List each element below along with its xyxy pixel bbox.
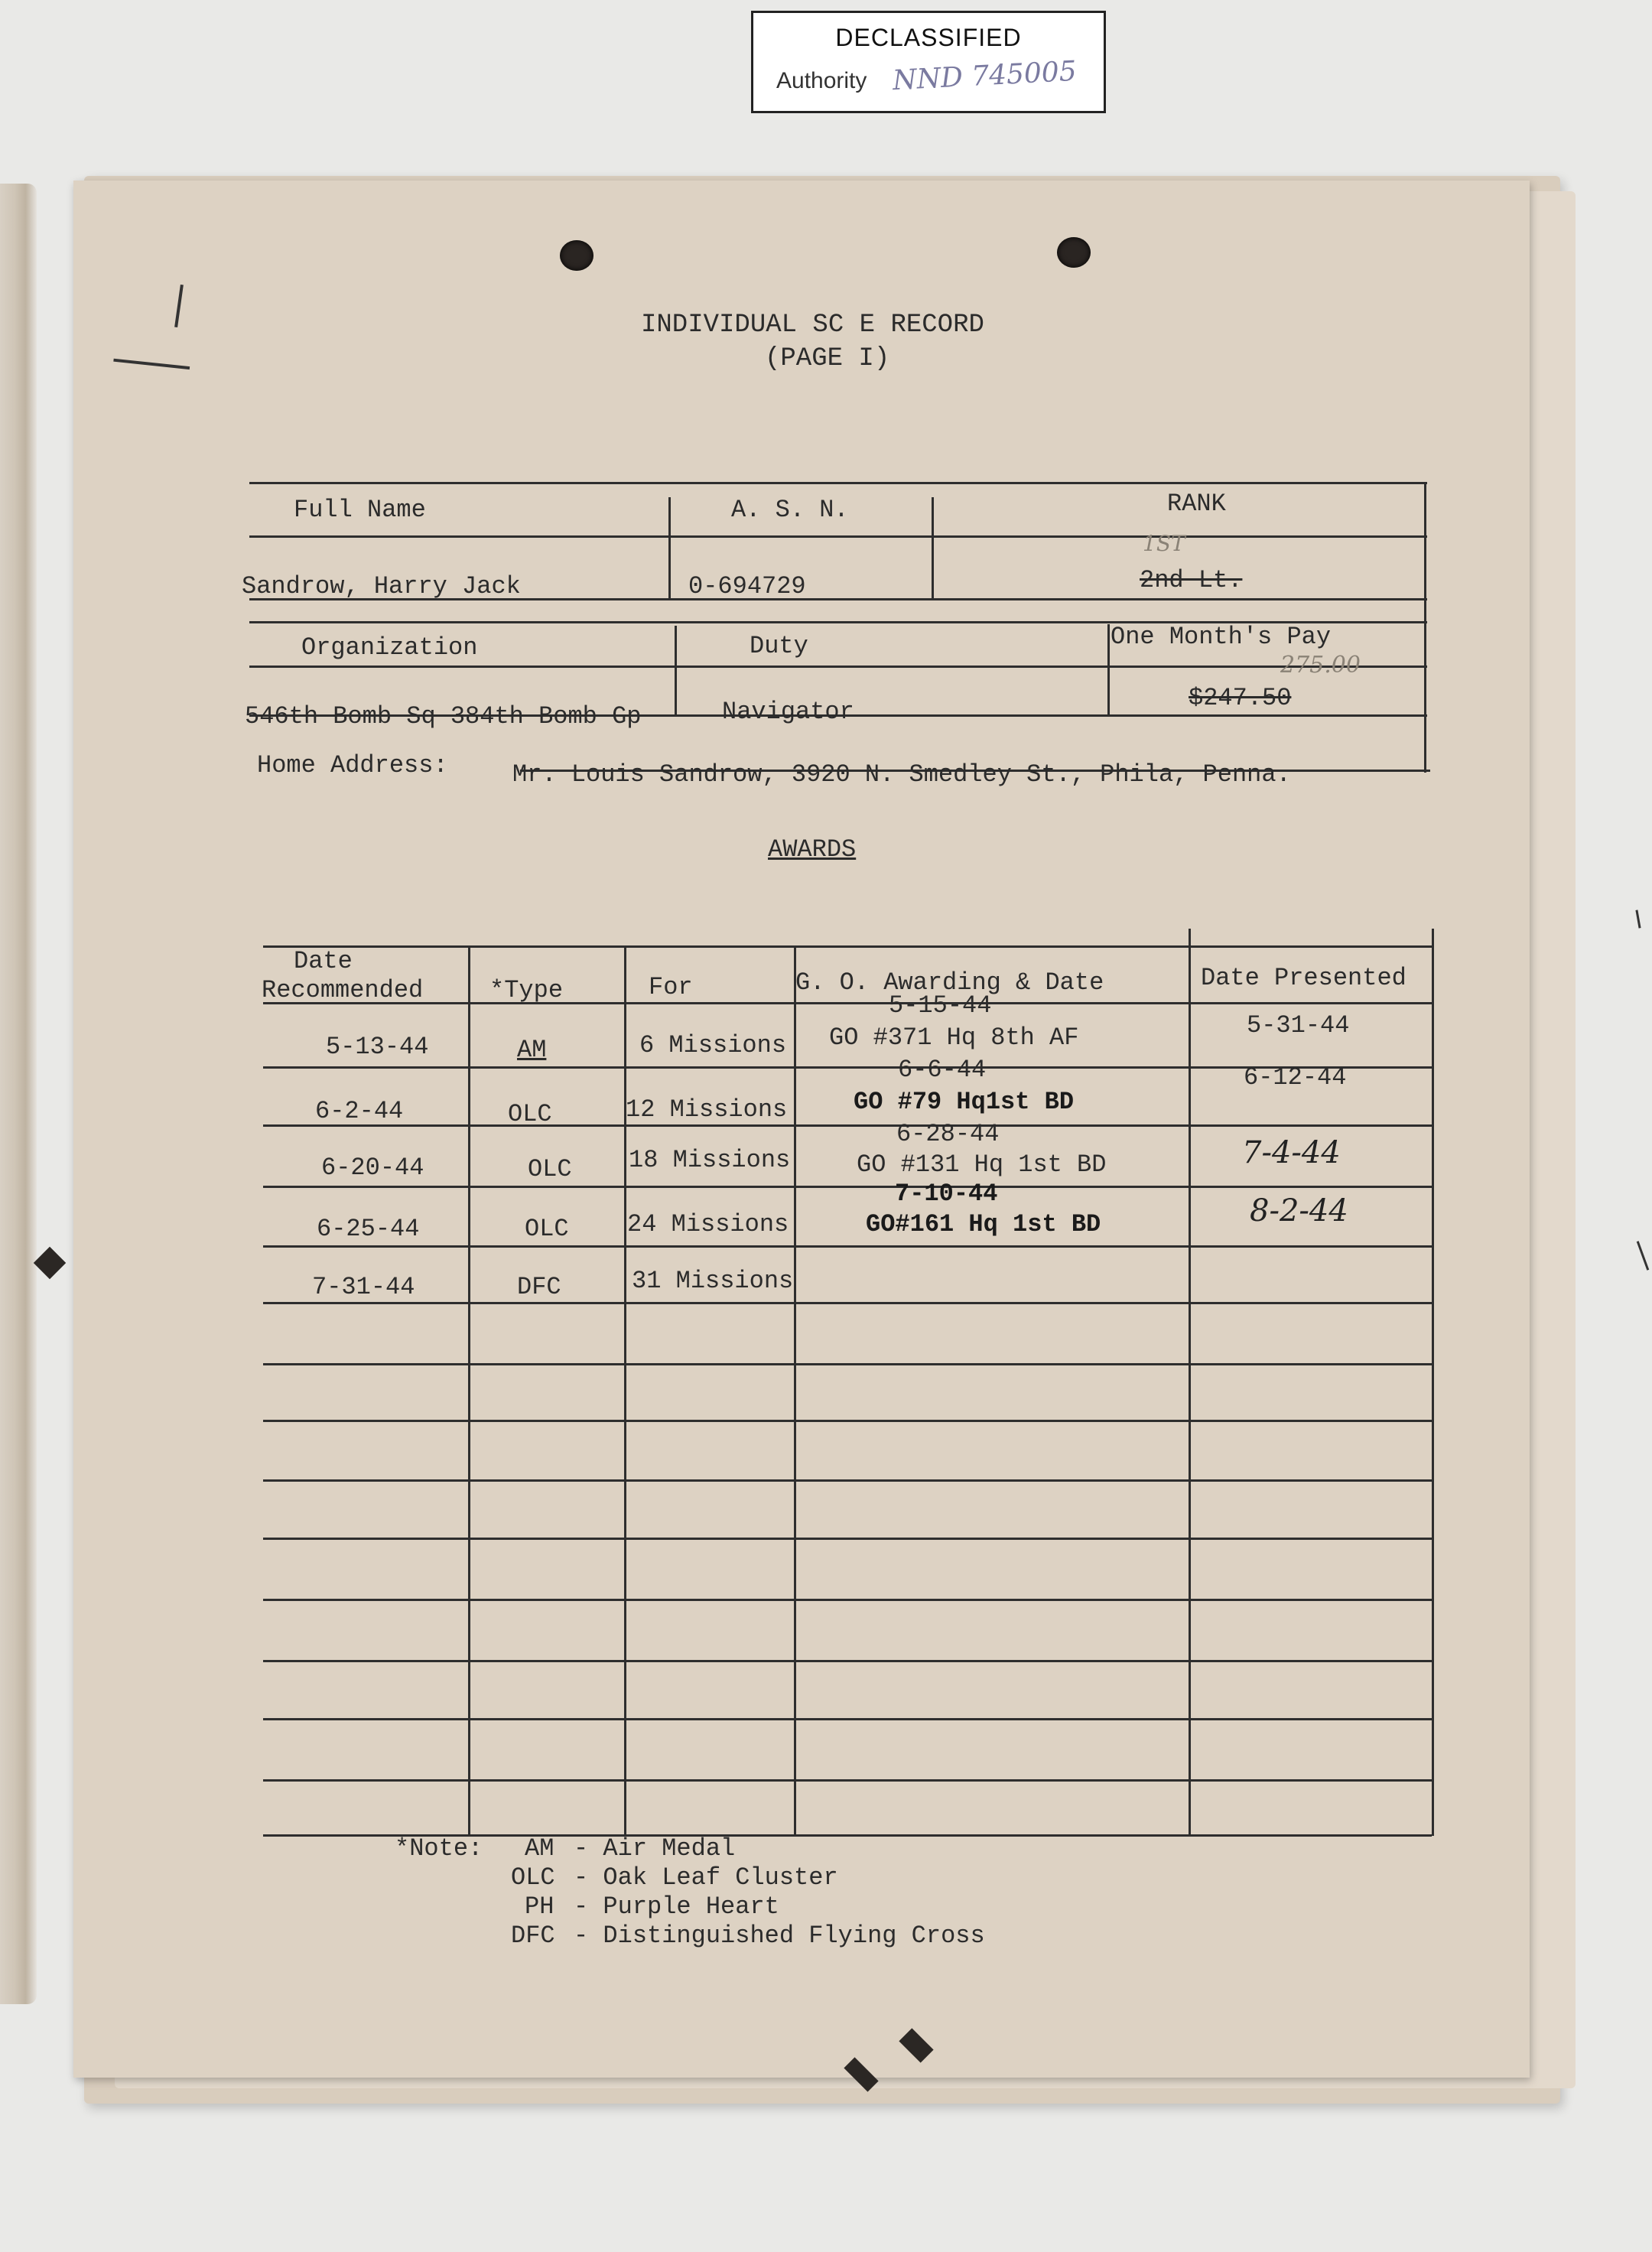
row-date-recommended: 6-20-44 bbox=[321, 1154, 424, 1182]
full-name-label: Full Name bbox=[294, 496, 426, 524]
punch-hole-left bbox=[560, 240, 593, 271]
row-type: OLC bbox=[525, 1215, 569, 1243]
row-date-recommended: 6-2-44 bbox=[315, 1097, 404, 1125]
note-code-olc: OLC bbox=[511, 1863, 555, 1892]
awards-row-rule bbox=[263, 1660, 1432, 1662]
pay-label: One Month's Pay bbox=[1111, 623, 1332, 651]
row-go-date: 7-10-44 bbox=[895, 1180, 998, 1208]
document-title: INDIVIDUAL SC E RECORD bbox=[641, 311, 984, 340]
note-code-dfc: DFC bbox=[511, 1922, 555, 1950]
row-date-presented: 8-2-44 bbox=[1250, 1193, 1348, 1229]
asn-value: 0-694729 bbox=[688, 572, 806, 600]
stamp-authority-label: Authority bbox=[776, 68, 867, 93]
row-type: AM bbox=[517, 1036, 547, 1064]
awards-row-rule bbox=[263, 1245, 1432, 1248]
awards-column-rule bbox=[624, 945, 626, 1836]
header-divider-1 bbox=[668, 497, 671, 600]
organization-value: 546th Bomb Sq 384th Bomb Gp bbox=[245, 702, 642, 731]
punch-hole-right bbox=[1057, 237, 1091, 268]
awards-row-rule bbox=[263, 945, 1432, 948]
declassified-stamp bbox=[751, 11, 1106, 113]
note-desc-ph: - Purple Heart bbox=[574, 1892, 779, 1921]
row-go: GO#161 Hq 1st BD bbox=[866, 1210, 1101, 1238]
awards-row-rule bbox=[263, 1479, 1432, 1482]
note-code-ph: PH bbox=[525, 1892, 554, 1921]
row-date-recommended: 6-25-44 bbox=[317, 1215, 420, 1243]
document-subtitle: (PAGE I) bbox=[765, 344, 890, 373]
rank-label: RANK bbox=[1167, 490, 1226, 518]
margin-pencil-mark bbox=[1637, 1241, 1650, 1271]
awards-row-rule bbox=[263, 1302, 1432, 1304]
row-go: GO #131 Hq 1st BD bbox=[857, 1150, 1107, 1179]
header-right-border bbox=[1424, 483, 1426, 773]
row-go: GO #371 Hq 8th AF bbox=[829, 1023, 1079, 1052]
awards-column-rule bbox=[468, 945, 470, 1836]
header-top-rule bbox=[249, 482, 1427, 484]
duty-label: Duty bbox=[750, 632, 808, 660]
stamp-title: DECLASSIFIED bbox=[835, 24, 1022, 51]
left-edge-tab bbox=[34, 1247, 66, 1279]
awards-column-rule bbox=[794, 945, 796, 1836]
asn-label: A. S. N. bbox=[731, 496, 849, 524]
col-for: For bbox=[649, 973, 693, 1001]
row-type: DFC bbox=[517, 1273, 561, 1301]
left-paper-stack bbox=[0, 184, 37, 2004]
awards-heading: AWARDS bbox=[768, 835, 857, 864]
row-date-presented: 5-31-44 bbox=[1247, 1011, 1350, 1040]
col-type: *Type bbox=[489, 976, 564, 1004]
margin-pencil-mark-2 bbox=[1635, 910, 1641, 928]
row-type: OLC bbox=[528, 1155, 572, 1183]
header-divider-3 bbox=[675, 626, 677, 716]
note-desc-am: - Air Medal bbox=[574, 1834, 736, 1863]
note-code-am: AM bbox=[525, 1834, 554, 1863]
row-go-date: 6-6-44 bbox=[898, 1056, 987, 1084]
pay-correction: 275.00 bbox=[1280, 652, 1361, 679]
organization-label: Organization bbox=[301, 633, 478, 662]
col-go-awarding: G. O. Awarding & Date bbox=[795, 968, 1104, 997]
home-address-label: Home Address: bbox=[257, 751, 448, 779]
row-go-date: 5-15-44 bbox=[889, 991, 992, 1020]
col-date-recommended-line1: Date bbox=[294, 947, 353, 975]
row-for: 18 Missions bbox=[629, 1146, 791, 1174]
home-address-value: Mr. Louis Sandrow, 3920 N. Smedley St., Phila, Penna. bbox=[512, 760, 1291, 789]
row-for: 6 Missions bbox=[639, 1031, 787, 1059]
row-date-presented: 7-4-44 bbox=[1242, 1135, 1341, 1170]
note-desc-olc: - Oak Leaf Cluster bbox=[574, 1863, 838, 1892]
awards-row-rule bbox=[263, 1124, 1432, 1127]
awards-row-rule bbox=[263, 1538, 1432, 1540]
note-label: *Note: bbox=[395, 1834, 483, 1863]
row-for: 24 Missions bbox=[627, 1210, 789, 1238]
pay-value: $247.50 bbox=[1189, 684, 1292, 712]
awards-row-rule bbox=[263, 1779, 1432, 1782]
awards-row-rule bbox=[263, 1363, 1432, 1365]
awards-column-rule bbox=[1189, 929, 1191, 1836]
awards-row-rule bbox=[263, 1599, 1432, 1601]
col-date-presented: Date Presented bbox=[1201, 964, 1406, 992]
row-date-recommended: 7-31-44 bbox=[312, 1273, 415, 1301]
row-for: 12 Missions bbox=[626, 1095, 788, 1124]
header-label-rule bbox=[249, 535, 1427, 538]
awards-row-rule bbox=[263, 1002, 1432, 1004]
stamp-authority-value: NND 745005 bbox=[892, 55, 1078, 97]
row-go: GO #79 Hq1st BD bbox=[854, 1088, 1075, 1116]
row-for: 31 Missions bbox=[632, 1267, 794, 1295]
col-date-recommended-line2: Recommended bbox=[262, 976, 424, 1004]
header-divider-2 bbox=[932, 497, 934, 600]
rank-value: 2nd Lt. bbox=[1140, 566, 1243, 594]
row-type: OLC bbox=[508, 1100, 552, 1128]
note-desc-dfc: - Distinguished Flying Cross bbox=[574, 1922, 985, 1950]
document-page bbox=[73, 181, 1530, 2078]
awards-row-rule bbox=[263, 1420, 1432, 1422]
duty-value: Navigator bbox=[722, 698, 854, 726]
header-row2-label-rule bbox=[249, 666, 1427, 668]
rank-correction: 1ST bbox=[1143, 531, 1185, 556]
full-name-value: Sandrow, Harry Jack bbox=[242, 572, 521, 600]
awards-column-rule bbox=[1432, 929, 1434, 1836]
row-date-recommended: 5-13-44 bbox=[326, 1033, 429, 1061]
awards-row-rule bbox=[263, 1718, 1432, 1720]
awards-row-rule bbox=[263, 1186, 1432, 1188]
row-go-date: 6-28-44 bbox=[896, 1120, 1000, 1148]
header-divider-4 bbox=[1107, 624, 1110, 716]
row-date-presented: 6-12-44 bbox=[1244, 1063, 1347, 1092]
